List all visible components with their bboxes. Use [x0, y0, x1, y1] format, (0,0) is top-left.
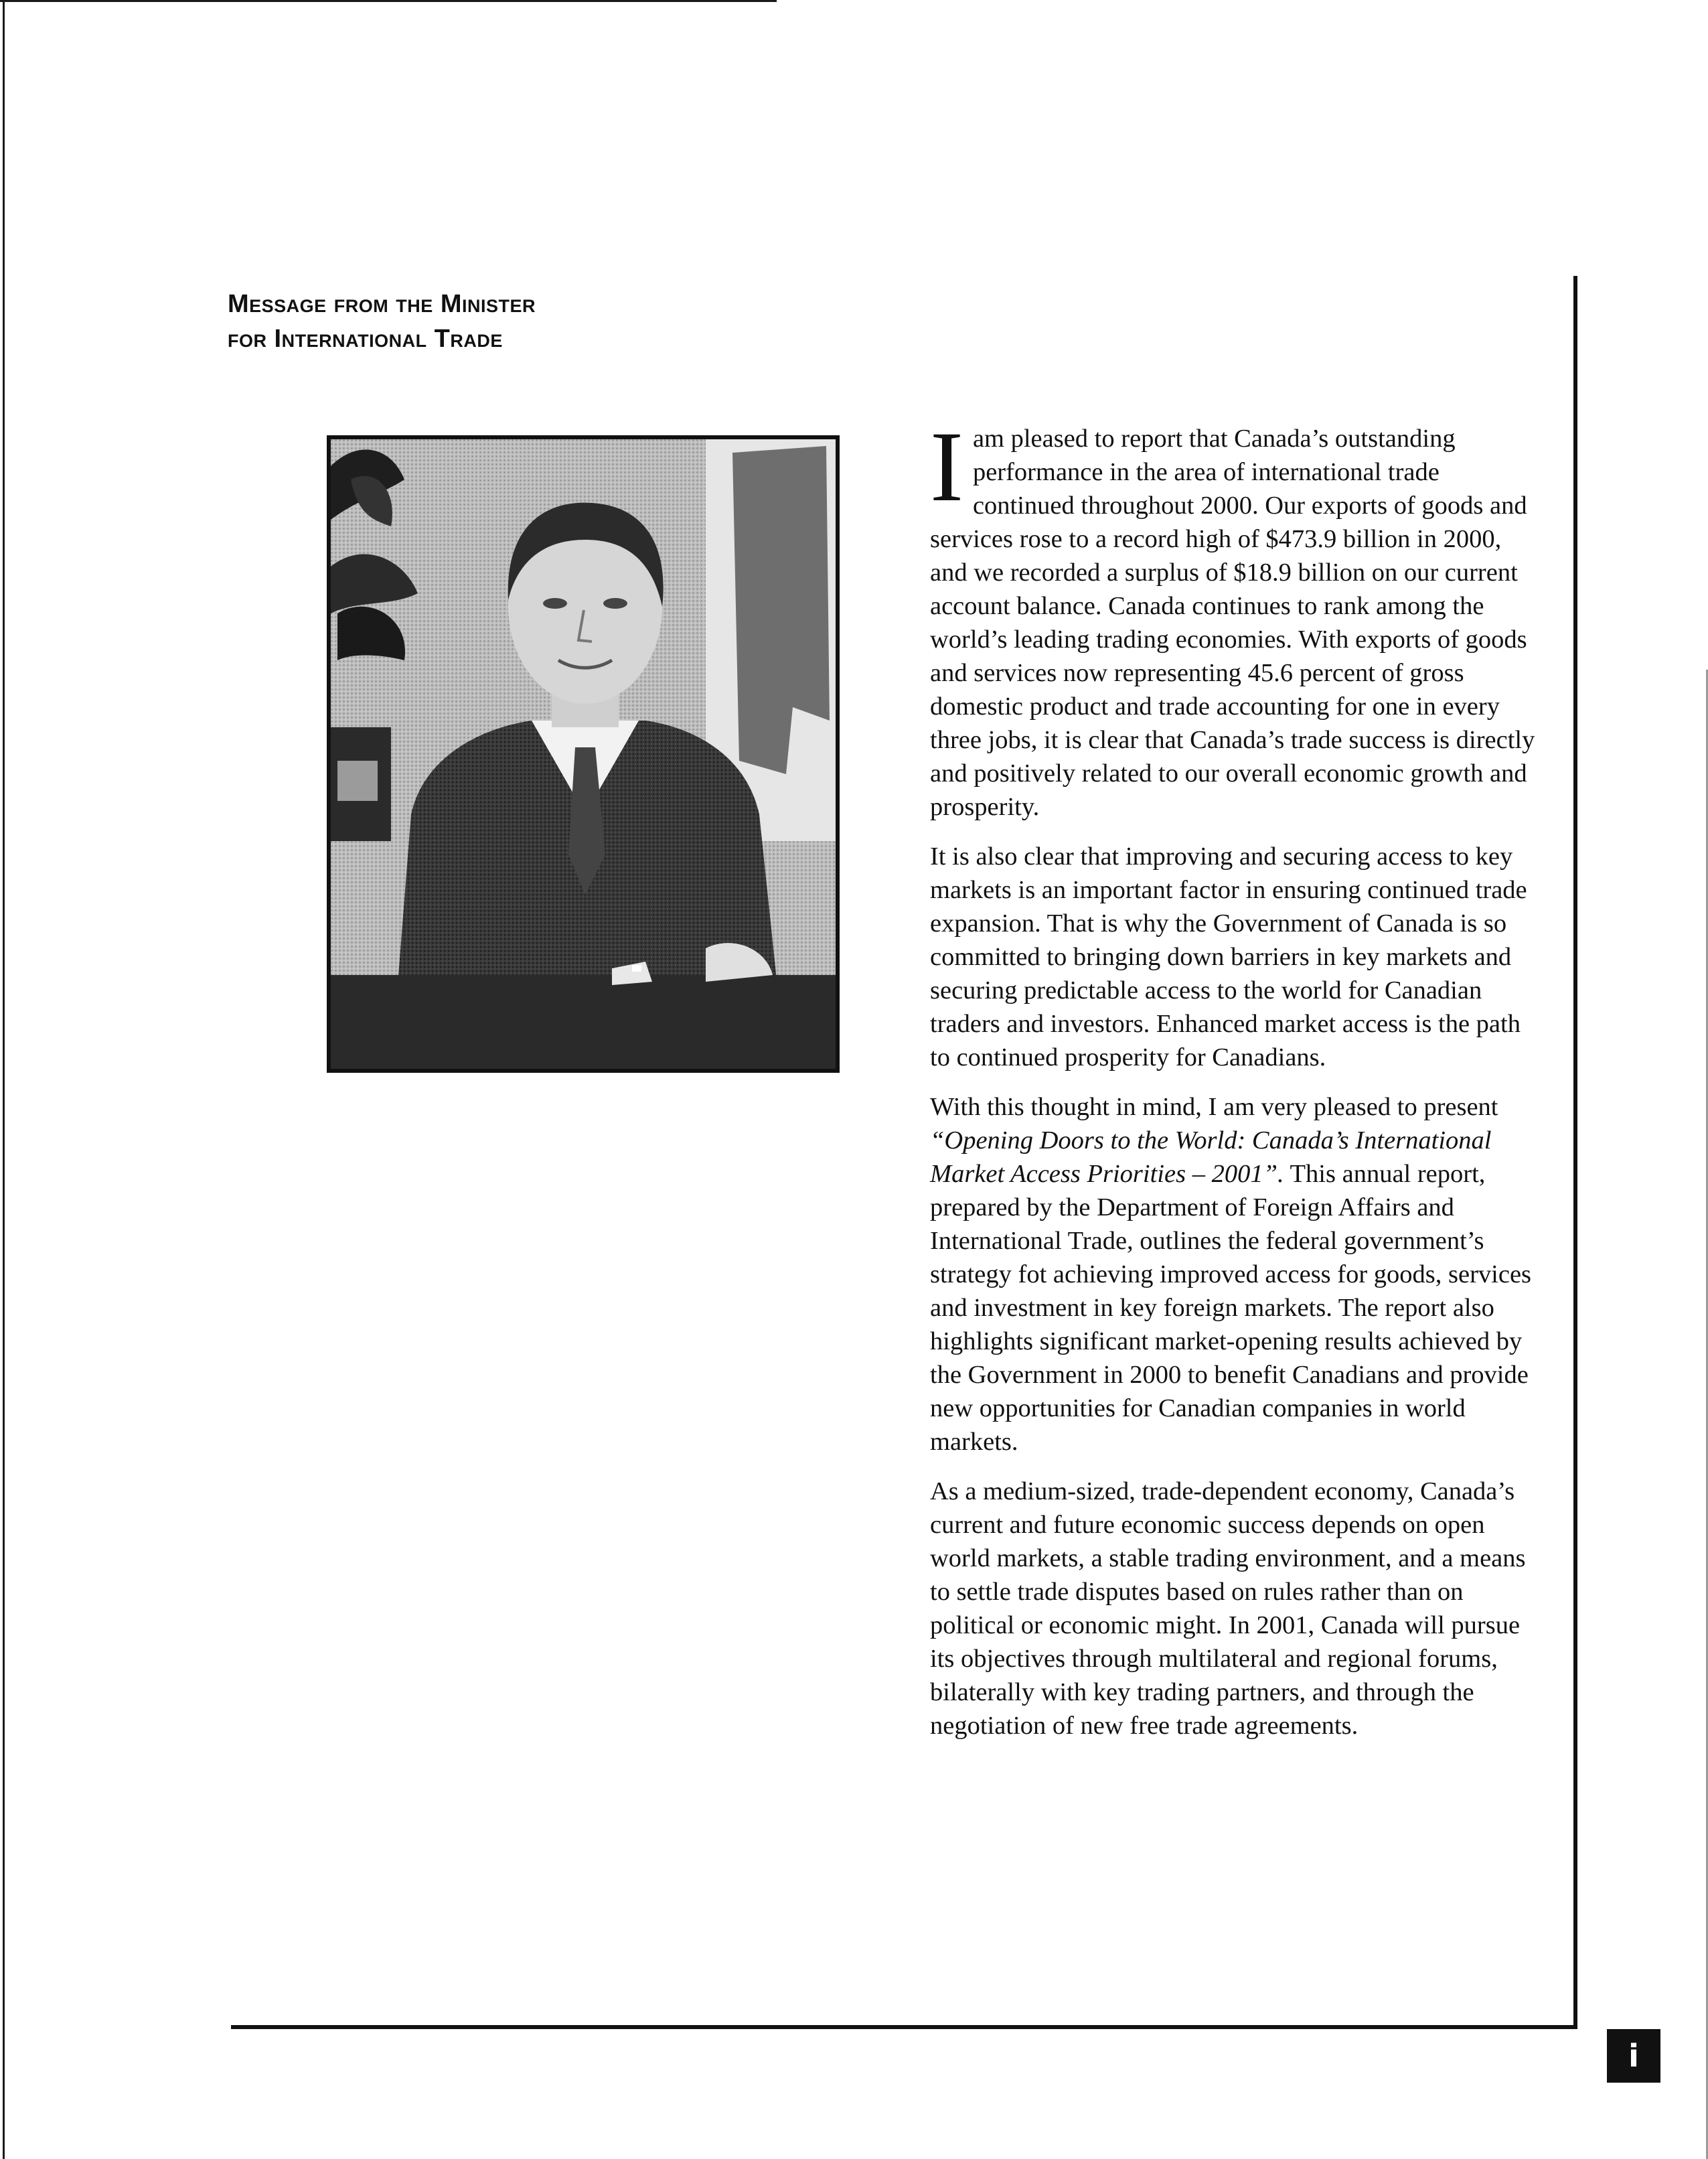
page-heading: [228, 287, 830, 356]
paragraph-1-text: am pleased to report that Canada’s outstanding performance in the area of international trade continued throughout 2000. Our exports of goods and services rose to a record high of $473.9 billion in 2000, and we recorded a surplus of $18.9 billion on our current account balance. Canada continues to rank among the world’s leading trading economies. With exports of goods and services now representing 45.6 percent of gross domestic product and trade accounting for one in every three jobs, it is clear that Canada’s trade success is directly and positively related to our overall economic growth and prosperity.: [930, 425, 1535, 821]
report-title: “Opening Doors to the World: Canada’s International Market Access Priorities – 2001”.: [930, 1126, 1492, 1188]
frame-rule-right: [1573, 276, 1577, 2029]
paragraph-2: It is also clear that improving and securing access to key markets is an important factor in ensuring continued trade expansion. That is why the Government of Canada is so committed to bringing down barriers in key markets and securing predictable access to the world for Canadian traders and investors. Enhanced market access is the path to continued prosperity for Canadians.: [930, 842, 1527, 1071]
heading-line-2: for International Trade: [228, 325, 503, 353]
scan-edge-top: [0, 0, 777, 2]
paragraph-4: As a medium-sized, trade-dependent economy, Canada’s current and future economic success depends on open world markets, a stable trading environment, and a means to settle trade disputes based on rules rather than on political or economic might. In 2001, Canada will pursue its objectives through multilateral and regional forums, bilaterally with key trading partners, and through the negotiation of new free trade agreements.: [930, 1477, 1526, 1740]
paragraph-1: [930, 411, 1536, 824]
frame-rule-bottom: [231, 2025, 1577, 2029]
paragraph-3: [930, 1090, 1536, 1459]
minister-portrait-photo: [327, 435, 840, 1073]
drop-cap: I: [930, 411, 963, 522]
paragraph-3-intro: With this thought in mind, I am very pleased to present: [930, 1093, 1498, 1121]
portrait-illustration: [331, 439, 836, 1069]
scan-edge-left: [3, 0, 5, 2159]
minister-message-body: [930, 411, 1536, 1759]
page-number-badge: i: [1607, 2029, 1660, 2083]
paragraph-3-rest: This annual report, prepared by the Department of Foreign Affairs and International Trade, outlines the federal government’s strategy fot achieving improved access for goods, services and investment in key foreign markets. The report also highlights significant market-opening results achieved by the Government in 2000 to benefit Canadians and provide new opportunities for Canadian companies in world markets.: [930, 1160, 1532, 1456]
heading-line-1: Message from the Minister: [228, 290, 536, 318]
